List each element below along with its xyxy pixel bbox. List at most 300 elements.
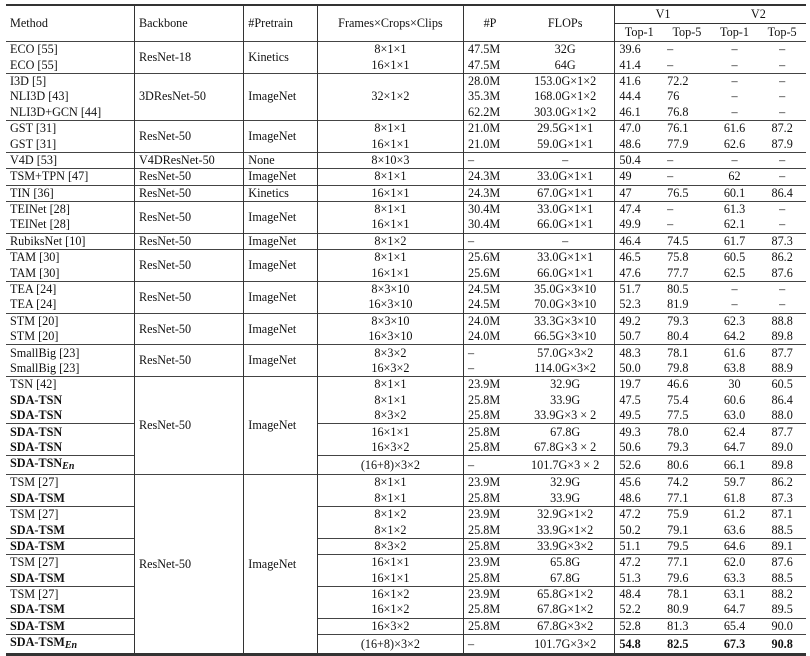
v1-top1-cell: 41.4 — [619, 57, 641, 72]
params-cell: 21.0M — [464, 120, 516, 136]
v1-top1-cell: 52.2 — [619, 602, 641, 617]
params-cell: 25.8M — [468, 490, 501, 505]
v2-top1-cell: 62.4 — [711, 424, 759, 440]
v1-top5-cell: 78.1 — [663, 345, 711, 361]
method-name: TAM [30] — [10, 250, 60, 265]
params-cell: 23.9M — [464, 475, 516, 491]
frames-cell: 16×1×1 — [317, 265, 463, 281]
v2-top5-cell: 89.5 — [771, 602, 793, 617]
frames-cell: 8×1×1 — [317, 393, 463, 408]
v1-top5-cell: 76.1 — [663, 120, 711, 136]
header-params: #P — [483, 16, 497, 30]
header-v1: V1 — [615, 5, 711, 24]
table-body — [6, 42, 806, 655]
v2-top5-cell: 87.7 — [758, 345, 806, 361]
table-row — [6, 73, 806, 89]
v1-top5-cell: 80.6 — [663, 456, 711, 475]
v1-top5-cell: 75.9 — [663, 506, 711, 522]
flops-cell: 33.9G — [516, 393, 615, 408]
v1-top5-cell: – — [663, 201, 711, 217]
method-cell — [6, 233, 134, 249]
flops-cell: 32.9G — [516, 377, 615, 393]
frames-cell: 8×1×2 — [317, 233, 463, 249]
table-row — [6, 185, 806, 201]
v2-top1-cell: – — [711, 152, 759, 168]
v1-top5-cell: – — [663, 169, 711, 185]
v1-top1-cell: 44.4 — [619, 89, 641, 104]
method-name: SmallBig [23] — [10, 361, 80, 375]
v1-top5-cell: 76 — [667, 89, 680, 104]
method-name: TEINet [28] — [10, 202, 70, 217]
table-row — [6, 250, 806, 266]
v1-top5-cell: 79.6 — [667, 570, 689, 585]
params-cell: 24.3M — [464, 169, 516, 185]
method-cell — [6, 345, 134, 361]
frames-cell: 16×1×1 — [317, 571, 463, 587]
v2-top1-cell: 30 — [711, 377, 759, 393]
params-cell: 30.4M — [468, 217, 501, 232]
pretrain-cell: ImageNet — [244, 201, 318, 233]
v1-top1-cell: 50.7 — [619, 329, 641, 344]
pretrain-cell: Kinetics — [244, 42, 318, 74]
flops-cell: 303.0G×1×2 — [516, 105, 615, 121]
table-row — [6, 491, 806, 507]
v1-top1-cell: 47.4 — [615, 201, 663, 217]
params-cell: 25.8M — [464, 538, 516, 554]
v1-top1-cell: 41.6 — [615, 73, 663, 89]
flops-cell: 32G — [516, 42, 615, 58]
backbone-cell: ResNet-50 — [134, 185, 243, 201]
method-cell — [6, 57, 134, 73]
v2-top5-cell: 87.3 — [771, 490, 793, 505]
params-cell: 24.3M — [464, 185, 516, 201]
v1-top1-cell: 49.3 — [615, 424, 663, 440]
v1-top1-cell: 39.6 — [615, 42, 663, 58]
params-cell: – — [464, 345, 516, 361]
params-cell: 23.9M — [464, 377, 516, 393]
v1-top5-cell: 80.9 — [667, 602, 689, 617]
params-cell: 25.8M — [468, 570, 501, 585]
flops-cell: 33.0G×1×1 — [516, 169, 615, 185]
method-cell — [6, 152, 134, 168]
params-cell: – — [464, 152, 516, 168]
v1-top1-cell: 47.2 — [615, 506, 663, 522]
method-name: SmallBig [23] — [10, 345, 80, 360]
v2-top1-cell: 64.6 — [711, 538, 759, 554]
method-name: I3D [5] — [10, 73, 47, 88]
method-name: ECO [55] — [10, 42, 58, 57]
backbone-cell: ResNet-50 — [134, 120, 243, 152]
table-row — [6, 586, 806, 602]
params-cell: 25.8M — [468, 408, 501, 423]
v2-top1-cell: 60.1 — [711, 185, 759, 201]
v1-top5-cell: – — [667, 57, 674, 72]
method-subscript: En — [64, 640, 78, 652]
method-cell — [6, 42, 134, 58]
v2-top5-cell: 86.2 — [758, 250, 806, 266]
frames-cell: 8×3×2 — [317, 345, 463, 361]
v1-top5-cell: 46.6 — [663, 377, 711, 393]
method-name: SDA-TSN — [10, 408, 63, 423]
flops-cell: 67.0G×1×1 — [516, 185, 615, 201]
v1-top5-cell: 78.1 — [663, 586, 711, 602]
table-row — [6, 424, 806, 440]
v1-top5-cell: 77.1 — [663, 555, 711, 571]
flops-cell: 59.0G×1×1 — [516, 136, 615, 152]
method-cell — [6, 586, 134, 602]
flops-cell: 114.0G×3×2 — [516, 361, 615, 377]
params-cell: 25.8M — [468, 522, 501, 537]
v1-top5-cell: 81.3 — [663, 618, 711, 634]
v2-top1-cell: – — [731, 297, 738, 312]
frames-cell: 8×1×1 — [317, 42, 463, 58]
method-cell — [6, 89, 134, 104]
method-cell — [6, 136, 134, 152]
method-cell — [6, 393, 134, 408]
method-cell — [6, 361, 134, 377]
v2-top5-cell: 88.2 — [758, 586, 806, 602]
flops-cell: 32.9G — [516, 475, 615, 491]
table-row — [6, 57, 806, 73]
v2-top1-cell: 62.6 — [723, 136, 746, 151]
table-row — [6, 440, 806, 456]
table-row — [6, 361, 806, 377]
method-cell — [6, 185, 134, 201]
method-cell — [6, 73, 134, 89]
frames-cell: 8×1×1 — [317, 250, 463, 266]
table-row — [6, 152, 806, 168]
v1-top1-cell: 46.1 — [619, 104, 641, 119]
method-name: NLI3D+GCN [44] — [10, 104, 102, 119]
method-name: TEA [24] — [10, 297, 57, 312]
v2-top5-cell: – — [779, 57, 786, 72]
method-name: SDA-TSM — [10, 618, 65, 633]
flops-cell: 101.7G×3×2 — [516, 635, 615, 655]
v2-top5-cell: 86.2 — [758, 475, 806, 491]
frames-cell: 16×3×10 — [317, 329, 463, 345]
params-cell: 24.5M — [468, 297, 501, 312]
v2-top5-cell: – — [779, 297, 786, 312]
frames-cell: 16×1×2 — [317, 586, 463, 602]
frames-cell: 16×1×1 — [317, 185, 463, 201]
frames-cell: 8×1×1 — [317, 201, 463, 217]
params-cell: 25.8M — [468, 439, 501, 454]
v1-top1-cell: 48.4 — [615, 586, 663, 602]
params-cell: 25.8M — [468, 392, 501, 407]
v2-top5-cell: 87.9 — [771, 136, 793, 151]
method-cell — [6, 440, 134, 456]
params-cell: – — [468, 361, 475, 375]
method-name: NLI3D [43] — [10, 89, 69, 104]
v1-top5-cell: 77.5 — [667, 408, 689, 423]
v2-top1-cell: 60.5 — [711, 250, 759, 266]
v2-top1-cell: 66.1 — [711, 456, 759, 475]
method-cell — [6, 506, 134, 522]
flops-cell: 67.8G — [516, 424, 615, 440]
method-cell — [6, 555, 134, 571]
flops-cell: 67.8G×1×2 — [516, 602, 615, 618]
params-cell: 28.0M — [464, 73, 516, 89]
v1-top1-cell: 47 — [615, 185, 663, 201]
frames-cell: 8×3×2 — [317, 408, 463, 424]
v1-top1-cell: 46.4 — [615, 233, 663, 249]
flops-cell: 67.8G×3×2 — [516, 618, 615, 634]
v1-top1-cell: 45.6 — [615, 475, 663, 491]
flops-cell: 33.0G×1×1 — [516, 201, 615, 217]
table-row — [6, 169, 806, 185]
v2-top5-cell: – — [779, 89, 786, 104]
frames-cell: 16×3×2 — [317, 618, 463, 634]
method-cell — [6, 281, 134, 297]
frames-cell: 8×1×2 — [317, 506, 463, 522]
backbone-cell: V4DResNet-50 — [134, 152, 243, 168]
v2-top5-cell: – — [758, 201, 806, 217]
flops-cell: 33.9G×3 × 2 — [516, 408, 615, 424]
header-flops: FLOPs — [516, 5, 615, 42]
v1-top5-cell: 76.8 — [667, 104, 689, 119]
table-row — [6, 456, 806, 475]
table-row — [6, 345, 806, 361]
method-cell — [6, 265, 134, 281]
v1-top1-cell: 50.0 — [619, 361, 641, 375]
table-row — [6, 393, 806, 408]
backbone-cell: ResNet-50 — [134, 475, 243, 655]
method-name: ECO [55] — [10, 57, 58, 72]
frames-cell: 16×1×1 — [317, 424, 463, 440]
backbone-cell: ResNet-18 — [134, 42, 243, 74]
v1-top1-cell: 47.2 — [615, 555, 663, 571]
v2-top5-cell: 88.8 — [758, 313, 806, 329]
v1-top1-cell: 51.3 — [619, 570, 641, 585]
pretrain-cell: ImageNet — [244, 475, 318, 655]
v1-top1-cell: 49.5 — [619, 408, 641, 423]
table-row — [6, 281, 806, 297]
v1-top1-cell: 51.7 — [615, 281, 663, 297]
header-v1-top5: Top-5 — [663, 24, 711, 42]
frames-cell: 16×1×1 — [317, 217, 463, 233]
table-row — [6, 618, 806, 634]
method-cell — [6, 120, 134, 136]
v2-top1-cell: 61.7 — [711, 233, 759, 249]
params-cell: 25.8M — [464, 618, 516, 634]
v1-top1-cell: 51.1 — [615, 538, 663, 554]
frames-cell: 8×3×10 — [317, 313, 463, 329]
pretrain-cell: ImageNet — [244, 120, 318, 152]
v2-top5-cell: – — [758, 169, 806, 185]
frames-cell: 16×1×1 — [317, 555, 463, 571]
method-name: SDA-TSN — [10, 392, 63, 407]
method-cell — [6, 538, 134, 554]
flops-cell: 70.0G×3×10 — [516, 297, 615, 313]
params-cell: 25.6M — [464, 250, 516, 266]
method-cell — [6, 475, 134, 491]
pretrain-cell: ImageNet — [244, 169, 318, 185]
v1-top1-cell: 50.6 — [619, 439, 641, 454]
params-cell: 25.8M — [468, 602, 501, 617]
v1-top5-cell: 78.0 — [663, 424, 711, 440]
method-name: TSN [42] — [10, 377, 57, 392]
v1-top1-cell: 49 — [615, 169, 663, 185]
flops-cell: 101.7G×3 × 2 — [516, 456, 615, 475]
v2-top5-cell: 90.8 — [758, 635, 806, 655]
table-row — [6, 602, 806, 618]
params-cell: – — [464, 635, 516, 655]
v2-top5-cell: 88.9 — [771, 361, 793, 375]
v2-top5-cell: 87.6 — [758, 555, 806, 571]
v2-top1-cell: – — [731, 104, 738, 119]
v1-top1-cell: 48.3 — [615, 345, 663, 361]
params-cell: 30.4M — [464, 201, 516, 217]
params-cell: 23.9M — [464, 555, 516, 571]
v2-top1-cell: – — [731, 89, 738, 104]
v1-top1-cell: 46.5 — [615, 250, 663, 266]
method-name: TSM [27] — [10, 587, 59, 602]
frames-cell: 8×1×1 — [317, 120, 463, 136]
params-cell: 35.3M — [468, 89, 501, 104]
table-row — [6, 408, 806, 424]
backbone-cell: ResNet-50 — [134, 281, 243, 313]
method-cell — [6, 217, 134, 233]
flops-cell: 64G — [516, 57, 615, 73]
method-name: SDA-TSM — [10, 635, 65, 650]
method-cell — [6, 618, 134, 634]
header-v2-top5: Top-5 — [758, 24, 806, 42]
backbone-cell: ResNet-50 — [134, 169, 243, 185]
flops-cell: 32.9G×1×2 — [516, 506, 615, 522]
flops-cell: 33.9G×1×2 — [516, 522, 615, 538]
flops-cell: – — [516, 152, 615, 168]
v2-top5-cell: 87.6 — [771, 265, 793, 280]
flops-cell: 33.3G×3×10 — [516, 313, 615, 329]
table-row — [6, 265, 806, 281]
v2-top1-cell: 63.6 — [723, 522, 746, 537]
v1-top1-cell: 47.5 — [619, 392, 641, 407]
v1-top1-cell: 49.9 — [619, 217, 641, 232]
flops-cell: – — [516, 233, 615, 249]
method-name: TAM [30] — [10, 265, 60, 280]
method-cell — [6, 602, 134, 618]
method-name: RubiksNet [10] — [10, 233, 86, 248]
v1-top5-cell: 81.9 — [667, 297, 689, 312]
v2-top1-cell: 63.8 — [723, 361, 746, 375]
params-cell: 25.6M — [468, 265, 501, 280]
header-backbone: Backbone — [134, 5, 243, 42]
pretrain-cell: ImageNet — [244, 233, 318, 249]
v2-top5-cell: 89.0 — [771, 439, 793, 454]
v2-top5-cell: – — [758, 42, 806, 58]
v2-top1-cell: 61.8 — [723, 490, 746, 505]
v1-top1-cell: 19.7 — [615, 377, 663, 393]
method-cell — [6, 297, 134, 313]
method-name: SDA-TSM — [10, 570, 65, 585]
v1-top5-cell: 79.3 — [663, 313, 711, 329]
method-cell — [6, 424, 134, 440]
method-name: SDA-TSM — [10, 522, 65, 537]
header-v1-top1: Top-1 — [615, 24, 663, 42]
pretrain-cell: ImageNet — [244, 313, 318, 345]
backbone-cell: 3DResNet-50 — [134, 73, 243, 120]
method-name: SDA-TSN — [10, 456, 63, 471]
pretrain-cell: Kinetics — [244, 185, 318, 201]
v1-top5-cell: 77.1 — [667, 490, 689, 505]
header-method: Method — [6, 5, 134, 42]
method-name: SDA-TSM — [10, 538, 65, 553]
method-name: STM [20] — [10, 313, 59, 328]
table-row — [6, 42, 806, 58]
flops-cell: 168.0G×1×2 — [516, 89, 615, 104]
v2-top5-cell: 60.5 — [758, 377, 806, 393]
method-name: TEA [24] — [10, 282, 57, 297]
v1-top5-cell: 72.2 — [663, 73, 711, 89]
header-v2: V2 — [711, 5, 806, 24]
params-cell: 62.2M — [468, 104, 501, 119]
v2-top5-cell: 90.0 — [758, 618, 806, 634]
v2-top1-cell: 67.3 — [711, 635, 759, 655]
method-name: TIN [36] — [10, 185, 54, 200]
frames-cell: 8×10×3 — [317, 152, 463, 168]
frames-cell: 8×3×10 — [317, 281, 463, 297]
v2-top1-cell: 60.6 — [723, 392, 746, 407]
v2-top1-cell: 61.6 — [711, 120, 759, 136]
pretrain-cell: ImageNet — [244, 345, 318, 377]
v2-top1-cell: 62.3 — [711, 313, 759, 329]
flops-cell: 33.0G×1×1 — [516, 250, 615, 266]
table-row — [6, 297, 806, 313]
v2-top5-cell: 87.7 — [758, 424, 806, 440]
flops-cell: 66.0G×1×1 — [516, 217, 615, 233]
v2-top1-cell: 61.3 — [711, 201, 759, 217]
method-cell — [6, 329, 134, 345]
v2-top1-cell: 61.6 — [711, 345, 759, 361]
params-cell: 23.9M — [464, 506, 516, 522]
method-cell — [6, 571, 134, 587]
params-cell: 24.0M — [464, 313, 516, 329]
params-cell: – — [464, 456, 516, 475]
table-row — [6, 136, 806, 152]
v2-top5-cell: 89.1 — [758, 538, 806, 554]
v2-top1-cell: 63.3 — [723, 570, 746, 585]
v2-top5-cell: 86.4 — [771, 392, 793, 407]
frames-cell: 32×1×2 — [317, 73, 463, 120]
params-cell: 47.5M — [464, 42, 516, 58]
frames-cell: 8×1×2 — [317, 522, 463, 538]
v1-top1-cell: 48.6 — [619, 490, 641, 505]
frames-cell: 16×1×2 — [317, 602, 463, 618]
v2-top5-cell: 89.8 — [771, 329, 793, 344]
v1-top1-cell: 47.6 — [619, 265, 641, 280]
v1-top5-cell: 79.3 — [667, 439, 689, 454]
table-row — [6, 120, 806, 136]
method-name: SDA-TSN — [10, 439, 63, 454]
v2-top5-cell: 86.4 — [758, 185, 806, 201]
pretrain-cell: ImageNet — [244, 377, 318, 475]
flops-cell: 66.5G×3×10 — [516, 329, 615, 345]
method-name: SDA-TSM — [10, 490, 65, 505]
frames-cell: 16×3×2 — [317, 361, 463, 377]
flops-cell: 29.5G×1×1 — [516, 120, 615, 136]
frames-cell: 8×1×1 — [317, 377, 463, 393]
v1-top1-cell: 52.8 — [615, 618, 663, 634]
v1-top1-cell: 49.2 — [615, 313, 663, 329]
v2-top5-cell: – — [758, 73, 806, 89]
v2-top1-cell: – — [731, 57, 738, 72]
v1-top1-cell: 50.4 — [615, 152, 663, 168]
frames-cell: 8×3×2 — [317, 538, 463, 554]
table-row — [6, 201, 806, 217]
v2-top1-cell: 65.4 — [711, 618, 759, 634]
v1-top5-cell: 79.1 — [667, 522, 689, 537]
v2-top5-cell: – — [779, 217, 786, 232]
